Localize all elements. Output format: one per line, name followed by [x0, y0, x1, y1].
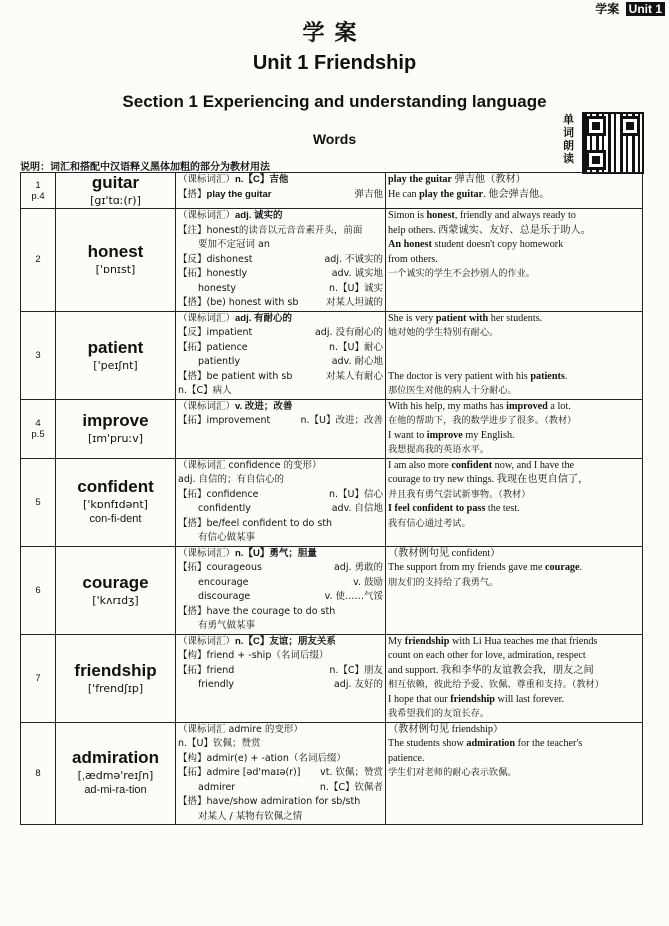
table-row	[21, 311, 643, 399]
example-line	[386, 459, 642, 474]
example-text: 我想提高我的英语水平。	[388, 444, 490, 455]
headword-cell	[56, 722, 176, 825]
entry-number-cell	[21, 722, 56, 825]
example-tail: the test.	[485, 503, 520, 514]
example-line	[386, 414, 642, 429]
definition-text: 【构】friend + -ship（名词后缀）	[178, 650, 329, 661]
headword-cell	[56, 399, 176, 458]
definition-line	[176, 267, 385, 282]
table-row	[21, 173, 643, 209]
definition-text: n.【U】钦佩；赞赏	[178, 738, 261, 749]
definition-gloss: adj. 勇敢的	[333, 562, 383, 573]
example-cell	[386, 458, 643, 546]
textbook-page: p.4	[31, 190, 45, 202]
example-line	[386, 502, 642, 517]
headword: guitar	[91, 173, 140, 192]
definition-line	[176, 238, 385, 253]
example-text: 朋友们的支持给了我勇气。	[388, 576, 499, 588]
phonetic: ['peɪʃnt]	[93, 358, 138, 372]
syllables: ad-mi-ra-tion	[84, 784, 147, 797]
example-tail: .	[564, 370, 568, 382]
definition-gloss: n.【U】信心	[329, 488, 383, 500]
definition-cell	[176, 173, 386, 209]
definition-text: （课标词汇）	[178, 547, 236, 559]
example-line	[386, 678, 642, 693]
definition-line	[176, 752, 385, 767]
entry-number: 7	[35, 672, 41, 684]
example-line	[386, 693, 642, 708]
definition-line	[176, 664, 385, 679]
definition-gloss: adj. 没有耐心的	[314, 327, 383, 338]
qr-marker	[586, 116, 606, 136]
example-line	[386, 209, 642, 224]
definition-gloss: 对某人坦诚的	[325, 297, 383, 308]
example-cell	[386, 546, 643, 634]
headword: courage	[82, 572, 149, 592]
example-keyword: friendship	[450, 693, 495, 705]
headword-cell	[56, 209, 176, 312]
example-line	[386, 267, 642, 282]
definition-cell	[176, 546, 386, 634]
definition-text: adj. 自信的；有自信心的	[178, 474, 285, 485]
entry-number: 5	[35, 496, 41, 508]
definition-line	[176, 502, 385, 517]
headword: friendship	[74, 660, 157, 680]
example-keyword: play the guitar	[419, 188, 484, 200]
example-line	[386, 664, 642, 679]
definition-text: n.【C】病人	[178, 385, 232, 396]
definition-text: 【搭】have the courage to do sth	[178, 605, 336, 617]
example-text: （教材例句见 friendship）	[388, 723, 504, 735]
definition-line	[176, 384, 385, 399]
definition-gloss: adv. 自信地	[331, 503, 383, 514]
example-line	[386, 188, 642, 203]
example-line	[386, 312, 642, 327]
phonetic: ['kʌrɪdʒ]	[92, 593, 139, 607]
example-line	[386, 766, 642, 781]
example-text: The support from my friends gave me	[388, 562, 546, 573]
definition-bold: play the guitar	[206, 188, 272, 200]
definition-text: （课标词汇 admire 的变形）	[178, 723, 303, 735]
example-text: and support. 我和李华的友谊教会我，朋友之间	[388, 664, 594, 676]
headword-cell	[56, 634, 176, 722]
definition-text: encourage	[198, 576, 249, 588]
definition-line	[176, 590, 385, 605]
headword: honest	[87, 242, 144, 262]
example-line	[386, 649, 642, 664]
example-tail: 弹吉他（教材）	[451, 174, 526, 185]
definition-line	[176, 209, 385, 224]
definition-gloss: adj. 友好的	[333, 679, 383, 690]
definition-text: 【反】impatient	[178, 327, 253, 338]
definition-text: discourage	[198, 591, 251, 602]
definition-text: （课标词汇）	[178, 400, 236, 412]
entry-number: 1	[35, 179, 41, 191]
definition-bold: n.【U】勇气；胆量	[235, 547, 317, 559]
qr-marker	[620, 116, 640, 136]
definition-line	[176, 400, 385, 415]
example-text: 学生们对老师的耐心表示钦佩。	[388, 767, 517, 778]
definition-text: 【搭】	[178, 188, 207, 200]
phonetic: [gɪ'tɑː(r)]	[90, 194, 141, 207]
definition-cell	[176, 399, 386, 458]
entry-number: 3	[35, 349, 41, 361]
definition-text: （课标词汇）	[178, 635, 236, 647]
definition-line	[176, 282, 385, 297]
definition-line	[176, 224, 385, 239]
headword: improve	[82, 411, 149, 430]
definition-gloss: v. 鼓励	[353, 576, 383, 588]
example-text: from others.	[388, 253, 438, 265]
entry-number: 8	[35, 767, 41, 779]
example-text: 我有信心通过考试。	[388, 517, 471, 529]
definition-text: 【反】dishonest	[178, 253, 253, 265]
definition-cell	[176, 722, 386, 825]
example-tail: a lot.	[547, 400, 571, 412]
example-tail: , friendly and always ready to	[454, 210, 576, 221]
definition-text: 【搭】have/show admiration for sb/sth	[178, 796, 361, 807]
definition-text: 【拓】confidence	[178, 488, 259, 500]
example-line	[386, 253, 642, 268]
example-line	[386, 473, 642, 488]
headword-cell	[56, 311, 176, 399]
definition-line	[176, 188, 385, 203]
example-line	[386, 326, 642, 341]
definition-line	[176, 605, 385, 620]
syllables: con-fi-dent	[89, 513, 142, 525]
phonetic: ['frendʃɪp]	[87, 681, 144, 695]
definition-text: 【拓】honestly	[178, 268, 248, 279]
example-line	[386, 517, 642, 532]
example-line	[386, 443, 642, 458]
example-keyword: patient with	[435, 312, 489, 324]
definition-gloss: n.【C】朋友	[329, 664, 383, 676]
definition-text: （课标词汇）	[178, 312, 236, 324]
example-keyword: patients	[530, 370, 565, 382]
definition-line	[176, 517, 385, 532]
definition-gloss: n.【U】诚实	[329, 282, 383, 294]
example-text: 那位医生对他的病人十分耐心。	[388, 385, 517, 396]
example-text: My	[388, 635, 405, 647]
example-line	[386, 576, 642, 591]
definition-text: 【拓】improvement	[178, 415, 271, 426]
definition-gloss: v. 使……气馁	[324, 591, 383, 602]
example-text: 我希望我们的友谊长存。	[388, 708, 490, 719]
definition-gloss: adv. 诚实地	[331, 268, 383, 279]
example-line	[386, 635, 642, 650]
example-tail: for the teacher's	[515, 738, 583, 749]
qr-code-icon[interactable]	[582, 112, 644, 174]
definition-gloss: n.【U】改进；改善	[300, 415, 383, 426]
definition-line	[176, 173, 385, 188]
definition-gloss: n.【U】耐心	[329, 341, 383, 353]
headword: patient	[87, 337, 144, 357]
definition-gloss: 对某人有耐心	[325, 370, 383, 382]
entry-number-cell	[21, 311, 56, 399]
definition-text: 要加不定冠词 an	[198, 239, 270, 250]
definition-line	[176, 723, 385, 738]
definition-text: 对某人 / 某物有钦佩之情	[198, 810, 303, 822]
headword: confident	[77, 477, 154, 496]
definition-text: 【构】admir(e) + -ation（名词后缀）	[178, 752, 346, 764]
example-cell	[386, 209, 643, 312]
table-row	[21, 209, 643, 312]
example-cell	[386, 311, 643, 399]
example-line	[386, 384, 642, 399]
entry-number-cell	[21, 209, 56, 312]
example-line	[386, 224, 642, 239]
table-row	[21, 458, 643, 546]
example-tail: now, and I have the	[492, 459, 575, 471]
definition-gloss: adj. 不诚实的	[324, 253, 383, 265]
example-cell	[386, 722, 643, 825]
example-keyword: honest	[426, 210, 455, 221]
example-text: Simon is	[388, 210, 427, 221]
definition-line	[176, 547, 385, 562]
example-text: 在他的帮助下，我的数学进步了很多。（教材）	[388, 415, 577, 426]
definition-line	[176, 649, 385, 664]
entry-number: 6	[35, 584, 41, 596]
definition-cell	[176, 634, 386, 722]
definition-bold: v. 改进；改善	[235, 400, 293, 412]
entry-number: 4	[35, 417, 41, 429]
headword-cell	[56, 458, 176, 546]
definition-gloss: n.【C】钦佩者	[319, 781, 383, 793]
example-cell	[386, 399, 643, 458]
definition-gloss: adv. 耐心地	[331, 356, 383, 367]
definition-text: 【搭】(be) honest with sb	[178, 297, 299, 308]
example-text: patience.	[388, 752, 425, 764]
definition-line	[176, 561, 385, 576]
entry-number-cell	[21, 173, 56, 209]
definition-line	[176, 810, 385, 825]
definition-line	[176, 253, 385, 268]
example-keyword: I feel confident to pass	[388, 503, 486, 514]
example-text: help others.	[388, 224, 439, 236]
definition-text: 【注】honest的读音以元音音素开头，前面	[178, 224, 363, 236]
example-keyword: play the guitar	[388, 174, 452, 185]
page-title: 学案	[302, 21, 367, 46]
example-keyword: friendship	[404, 635, 450, 647]
table-row	[21, 722, 643, 825]
corner-unit: Unit 1	[626, 2, 665, 16]
entry-number-cell	[21, 458, 56, 546]
definition-text: 有勇气做某事	[198, 620, 256, 631]
example-text: 相互依赖，彼此给予爱、钦佩、尊重和支持。（教材）	[388, 679, 604, 690]
page-corner-tag	[595, 0, 665, 17]
example-line	[386, 355, 642, 370]
example-cell	[386, 173, 643, 209]
definition-text: （课标词汇 confidence 的变形）	[178, 459, 322, 471]
definition-text: （课标词汇）	[178, 210, 236, 221]
example-tail: my English.	[462, 429, 515, 441]
example-line	[386, 547, 642, 562]
definition-line	[176, 635, 385, 650]
example-keyword: improved	[506, 400, 548, 412]
definition-text: honesty	[198, 282, 236, 294]
definition-text: admirer	[198, 781, 236, 793]
words-heading: Words	[312, 131, 357, 147]
definition-line	[176, 678, 385, 693]
entry-number-cell	[21, 634, 56, 722]
phonetic: ['ɒnɪst]	[95, 263, 136, 277]
entry-number-cell	[21, 546, 56, 634]
example-text: He can	[388, 188, 420, 200]
definition-text: 【拓】patience	[178, 341, 248, 353]
example-text: I want to	[388, 429, 427, 441]
definition-line	[176, 766, 385, 781]
entry-number-cell	[21, 399, 56, 458]
table-row	[21, 634, 643, 722]
headword: admiration	[72, 748, 159, 768]
definition-bold: n.【C】吉他	[235, 174, 289, 185]
definition-bold: adj. 有耐心的	[235, 312, 293, 324]
example-line	[386, 370, 642, 385]
example-tail: will last forever.	[494, 693, 565, 705]
example-text: The students show	[388, 738, 467, 749]
definition-bold: adj. 诚实的	[235, 210, 283, 221]
definition-gloss: vt. 钦佩；赞赏	[320, 767, 383, 778]
definition-line	[176, 459, 385, 474]
entry-number: 2	[35, 254, 41, 266]
definition-line	[176, 737, 385, 752]
definition-text: （课标词汇）	[178, 174, 236, 185]
phonetic: [ˌædmə'reɪʃn]	[77, 769, 154, 783]
example-text: I hope that our	[388, 693, 451, 705]
textbook-page: p.5	[31, 428, 45, 440]
example-line	[386, 561, 642, 576]
definition-line	[176, 473, 385, 488]
definition-line	[176, 576, 385, 591]
definition-line	[176, 312, 385, 327]
headword-cell	[56, 546, 176, 634]
corner-label: 学案	[595, 2, 620, 16]
definition-text: 有信心做某事	[198, 532, 256, 543]
example-line	[386, 400, 642, 415]
usage-note: 说明：词汇和搭配中汉语释义黑体加粗的部分为教材用法	[20, 162, 270, 173]
definition-text: friendly	[198, 679, 235, 690]
example-tail: .	[579, 562, 583, 573]
section-title: Section 1 Experiencing and understanding language	[122, 92, 547, 111]
example-text: She is very	[388, 312, 436, 324]
example-line	[386, 488, 642, 503]
example-line	[386, 707, 642, 722]
example-text: 并且我有勇气尝试新事物。（教材）	[388, 488, 531, 500]
qr-marker	[586, 150, 606, 170]
table-row	[21, 399, 643, 458]
definition-text: 【拓】friend	[178, 664, 235, 676]
example-text: 她对她的学生特别有耐心。	[388, 327, 499, 338]
example-keyword: An honest	[388, 239, 432, 250]
example-line	[386, 173, 642, 188]
example-line	[386, 737, 642, 752]
definition-text: patiently	[198, 356, 241, 367]
definition-line	[176, 341, 385, 356]
definition-line	[176, 795, 385, 810]
example-keyword: admiration	[466, 738, 516, 749]
definition-line	[176, 355, 385, 370]
definition-line	[176, 326, 385, 341]
definition-gloss: 弹吉他	[354, 188, 383, 200]
definition-text: 【拓】courageous	[178, 562, 262, 573]
example-tail: 西蒙诚实、友好、总是乐于助人。	[438, 224, 591, 236]
definition-line	[176, 781, 385, 796]
definition-text: 【搭】be patient with sb	[178, 370, 293, 382]
definition-text: 【拓】admire [əd'maɪə(r)]	[178, 767, 301, 778]
phonetic: ['kɒnfɪdənt]	[83, 498, 148, 511]
qr-label: 单词朗读	[563, 113, 574, 165]
example-text: courage to try new things. 我现在也更自信了，	[388, 474, 589, 485]
example-keyword: confident	[451, 459, 493, 471]
example-text: The doctor is very patient with his	[388, 370, 531, 382]
example-text: With his help, my maths has	[388, 400, 507, 412]
definition-bold: n.【C】友谊；朋友关系	[235, 635, 336, 647]
definition-text: confidently	[198, 503, 251, 514]
table-row	[21, 546, 643, 634]
unit-title: Unit 1 Friendship	[252, 52, 417, 74]
example-line	[386, 429, 642, 444]
definition-cell	[176, 311, 386, 399]
example-keyword: improve	[426, 429, 463, 441]
definition-text: 【搭】be/feel confident to do sth	[178, 517, 333, 529]
example-keyword: courage	[545, 562, 580, 573]
headword-cell	[56, 173, 176, 209]
definition-cell	[176, 458, 386, 546]
example-tail: her students.	[488, 312, 543, 324]
definition-line	[176, 488, 385, 503]
example-tail: . 他会弹吉他。	[483, 188, 550, 200]
example-tail: student doesn't copy homework	[431, 239, 564, 250]
example-text: count on each other for love, admiration, respect	[388, 650, 586, 661]
example-line	[386, 752, 642, 767]
definition-line	[176, 414, 385, 429]
definition-line	[176, 531, 385, 546]
vocab-table	[20, 172, 643, 825]
definition-line	[176, 619, 385, 634]
phonetic: [ɪm'pruːv]	[87, 432, 144, 445]
definition-line	[176, 296, 385, 311]
example-text: 一个诚实的学生不会抄别人的作业。	[388, 268, 535, 279]
example-line	[386, 723, 642, 738]
definition-line	[176, 370, 385, 385]
example-text: I am also more	[388, 459, 452, 471]
example-text: （教材例句见 confident）	[388, 547, 501, 559]
example-tail: with Li Hua teaches me that friends	[449, 635, 598, 647]
example-line	[386, 341, 642, 356]
example-cell	[386, 634, 643, 722]
definition-cell	[176, 209, 386, 312]
example-line	[386, 238, 642, 253]
